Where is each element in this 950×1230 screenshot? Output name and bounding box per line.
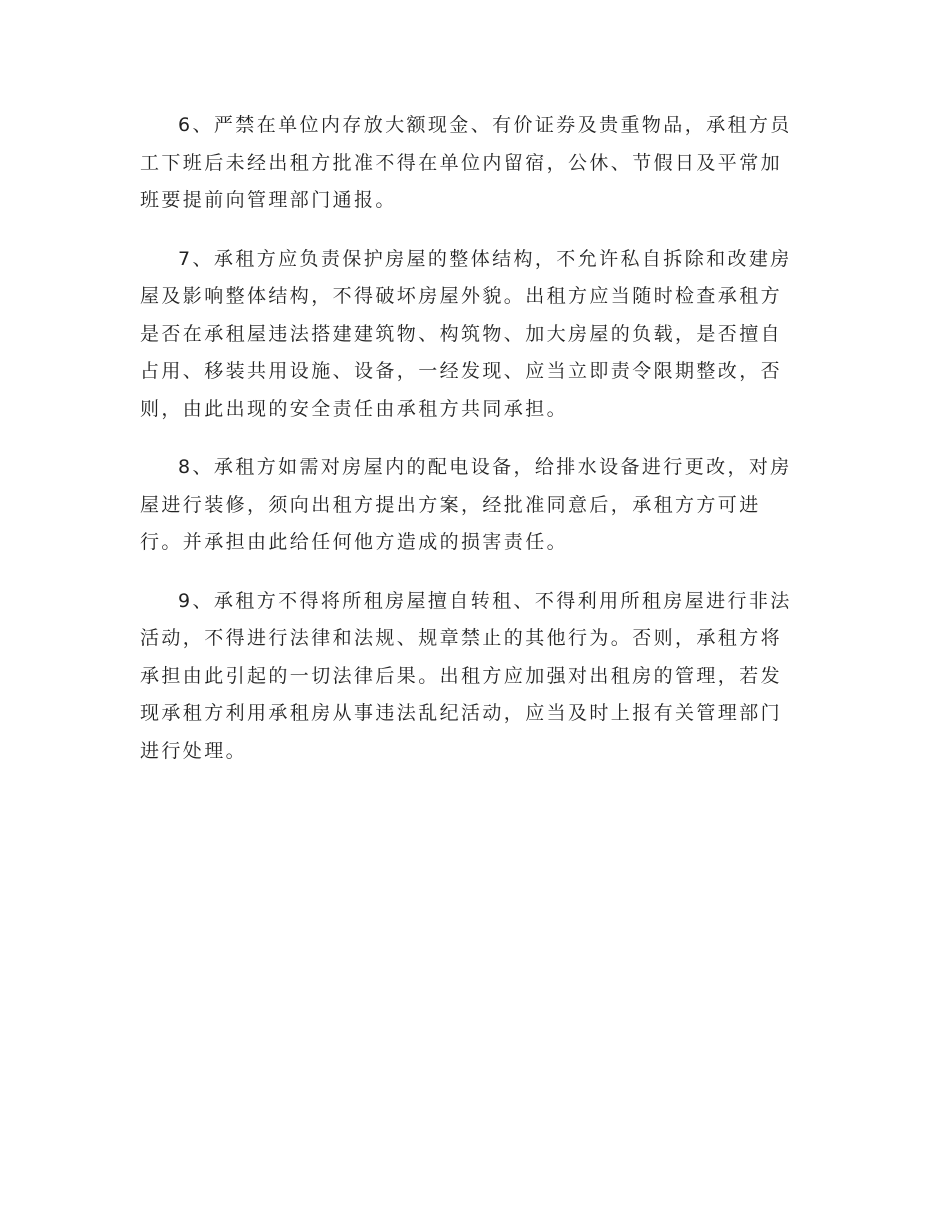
text-line: 则，由此出现的安全责任由承租方共同承担。 xyxy=(140,397,569,420)
clause-6-paragraph xyxy=(140,107,810,220)
text-line: 现承租方利用承租房从事违法乱纪活动，应当及时上报有关管理部门 xyxy=(140,702,783,724)
text-line: 7、承租方应负责保护房屋的整体结构，不允许私自拆除和改建房 xyxy=(178,247,792,270)
text-line: 屋进行装修，须向出租方提出方案，经批准同意后，承租方方可进 xyxy=(140,493,761,516)
text-line: 8、承租方如需对房屋内的配电设备，给排水设备进行更改，对房 xyxy=(178,456,792,478)
text-line: 工下班后未经出租方批准不得在单位内留宿，公休、节假日及平常加 xyxy=(140,151,783,174)
document-body xyxy=(140,107,810,791)
text-line: 活动，不得进行法律和法规、规章禁止的其他行为。否则，承租方将 xyxy=(140,627,783,649)
clause-8-paragraph xyxy=(140,449,810,562)
text-line: 占用、移装共用设施、设备，一经发现、应当立即责令限期整改，否 xyxy=(140,360,783,382)
text-line: 是否在承租屋违法搭建建筑物、构筑物、加大房屋的负载，是否擅自 xyxy=(140,322,783,345)
text-line: 屋及影响整体结构，不得破坏房屋外貌。出租方应当随时检查承租方 xyxy=(140,285,783,307)
text-line: 承担由此引起的一切法律后果。出租方应加强对出租房的管理，若发 xyxy=(140,664,783,687)
clause-7-paragraph xyxy=(140,241,810,429)
text-line: 进行处理。 xyxy=(140,739,248,762)
text-line: 班要提前向管理部门通报。 xyxy=(140,189,397,211)
text-line: 6、严禁在单位内存放大额现金、有价证券及贵重物品，承租方员 xyxy=(178,114,792,136)
text-line: 9、承租方不得将所租房屋擅自转租、不得利用所租房屋进行非法 xyxy=(178,589,792,612)
clause-9-paragraph xyxy=(140,583,810,771)
text-line: 行。并承担由此给任何他方造成的损害责任。 xyxy=(140,531,569,553)
